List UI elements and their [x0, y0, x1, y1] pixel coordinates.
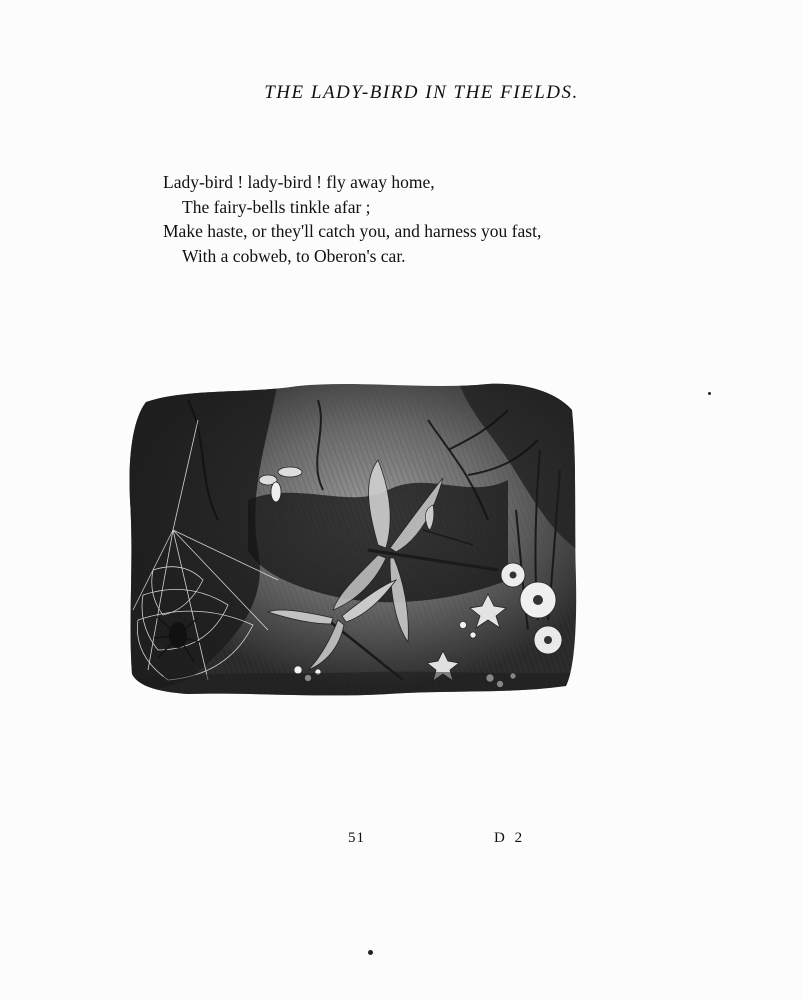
page-number: 51: [348, 830, 365, 846]
engraving-svg: [128, 380, 578, 698]
verse-line-4: With a cobweb, to Oberon's car.: [182, 245, 406, 266]
engraving-scene: [128, 380, 578, 698]
verse-line-2: The fairy-bells tinkle afar ;: [182, 196, 371, 217]
verse-line-3: Make haste, or they'll catch you, and harness you fast,: [163, 221, 542, 241]
ink-speck: [368, 950, 373, 955]
signature-mark: D 2: [494, 830, 526, 846]
verse-stanza: [163, 170, 541, 268]
verse-line-1: Lady-bird ! lady-bird ! fly away home,: [163, 172, 435, 192]
running-head: THE LADY-BIRD IN THE FIELDS.: [264, 82, 579, 103]
ink-speck: [708, 392, 711, 395]
engraving-illustration: [128, 380, 578, 698]
